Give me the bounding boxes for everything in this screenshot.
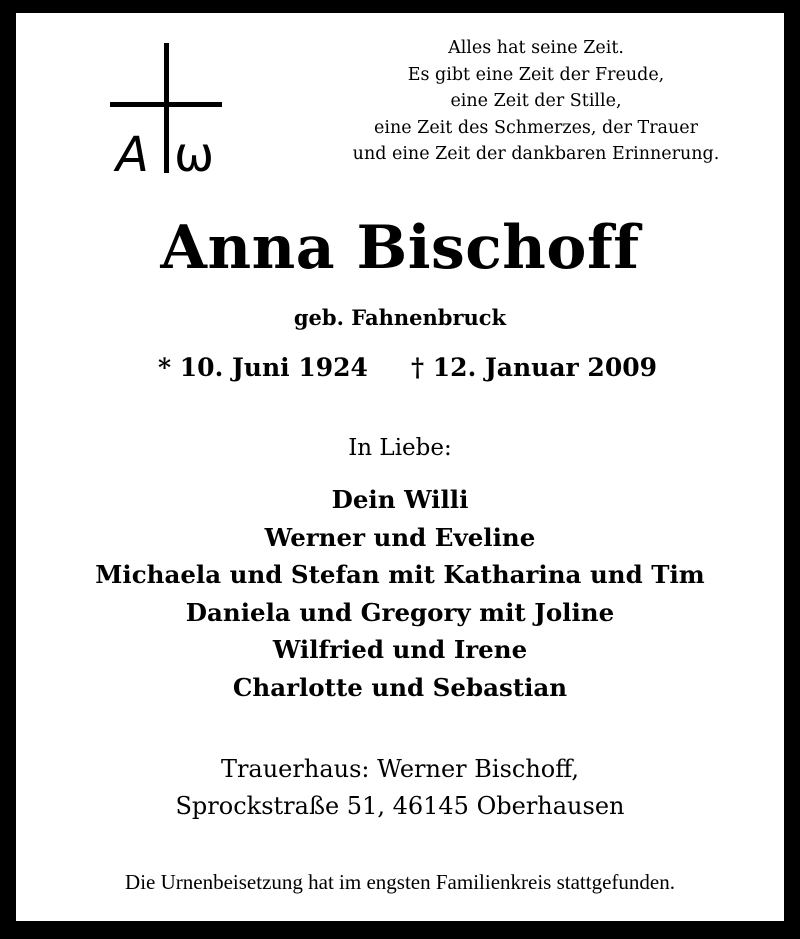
mourner: Daniela und Gregory mit Joline xyxy=(185,597,615,627)
mourners-list xyxy=(16,481,784,706)
poem-line: eine Zeit der Stille, xyxy=(450,91,622,111)
obituary-notice xyxy=(16,13,784,921)
birth-date: * 10. Juni 1924 xyxy=(158,353,368,382)
omega-letter: ω xyxy=(174,127,215,180)
poem-line: Es gibt eine Zeit der Freude, xyxy=(407,64,665,85)
poem xyxy=(306,35,766,168)
maiden-name: geb. Fahnenbruck xyxy=(293,305,507,330)
in-love-heading: In Liebe: xyxy=(348,435,452,461)
mourner: Werner und Eveline xyxy=(264,522,536,552)
mourning-house xyxy=(16,751,784,825)
footer-note: Die Urnenbeisetzung hat im engsten Familienkreis stattgefunden. xyxy=(125,870,675,894)
poem-line: eine Zeit des Schmerzes, der Trauer xyxy=(374,117,698,138)
mourner: Wilfried und Irene xyxy=(272,635,528,664)
alpha-letter: A xyxy=(116,127,149,180)
deceased-name: Anna Bischoff xyxy=(160,213,640,283)
cross-alpha-omega-icon xyxy=(108,30,228,180)
mourner: Michaela und Stefan mit Katharina und Tim xyxy=(95,560,705,589)
mourner: Dein Willi xyxy=(331,485,469,514)
poem-line: und eine Zeit der dankbaren Erinnerung. xyxy=(352,144,720,164)
mourner: Charlotte und Sebastian xyxy=(232,672,568,702)
poem-line: Alles hat seine Zeit. xyxy=(448,38,624,58)
house-line: Trauerhaus: Werner Bischoff, xyxy=(220,755,580,783)
house-address: Sprockstraße 51, 46145 Oberhausen xyxy=(175,792,625,820)
death-date: † 12. Januar 2009 xyxy=(411,353,658,382)
